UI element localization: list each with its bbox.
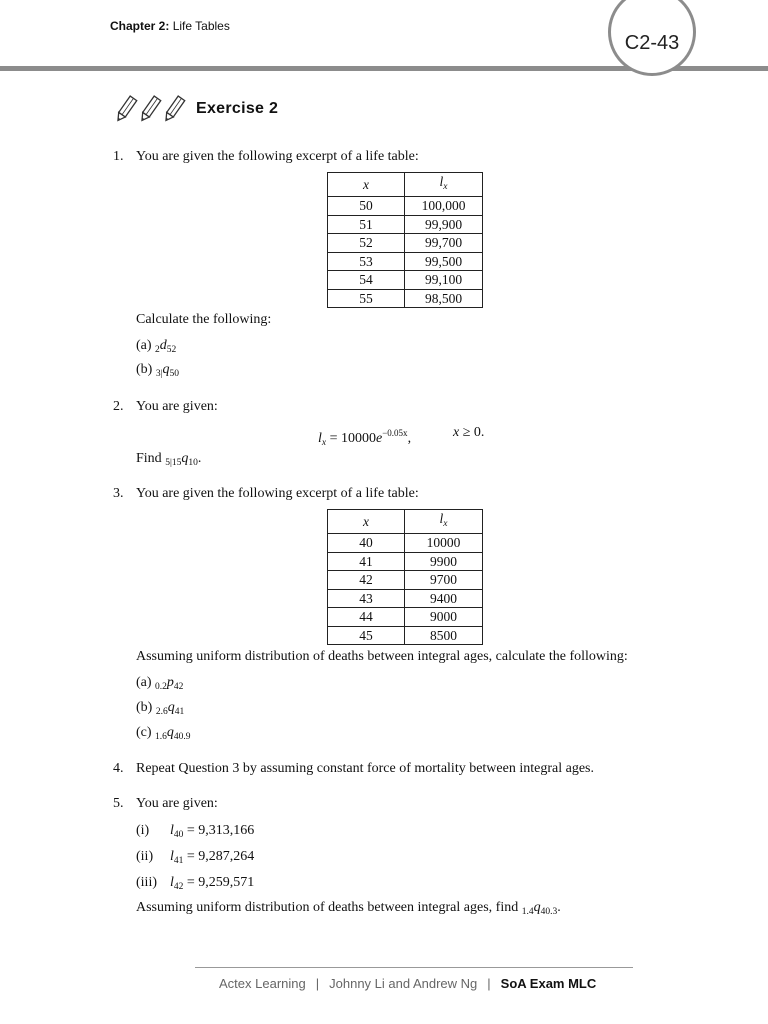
q4-number: 4. (113, 761, 124, 776)
q1-intro: You are given the following excerpt of a life table: (136, 149, 419, 164)
q3-part-c: (c) $_{1.6}q_{40.9}$ (136, 725, 191, 742)
footer-separator: | (487, 976, 491, 991)
col-x-header: x (328, 173, 405, 197)
footer (219, 976, 596, 991)
footer-rule (195, 967, 633, 968)
q3-number: 3. (113, 486, 124, 501)
table-row: 50 100,000 (328, 197, 483, 216)
chapter-title: Life Tables (172, 19, 230, 33)
q3-intro: You are given the following excerpt of a life table: (136, 486, 419, 501)
table-row: 52 99,700 (328, 234, 483, 253)
q5-item-ii: (ii) $l_{41} = 9,287,264$ (136, 849, 255, 866)
chapter-header (110, 19, 230, 33)
q2-condition: x ≥ 0. (453, 425, 485, 440)
q1-calc: Calculate the following: (136, 312, 272, 327)
pencil-icon (114, 94, 138, 124)
exercise-heading (114, 94, 278, 124)
table-row: 53 99,500 (328, 252, 483, 271)
footer-authors: Johnny Li and Andrew Ng (329, 976, 478, 991)
footer-publisher: Actex Learning (219, 976, 306, 991)
page-number: C2-43 (624, 31, 680, 54)
q5-item-iii: (iii) $l_{42} = 9,259,571$ (136, 875, 255, 892)
q3-part-b: (b) $_{2.6}q_{41}$ (136, 700, 185, 717)
q5-number: 5. (113, 796, 124, 811)
table-row: 41 9900 (328, 552, 483, 571)
q2-intro: You are given: (136, 399, 218, 414)
table-row: 40 10000 (328, 534, 483, 553)
exercise-title: Exercise 2 (196, 100, 279, 117)
col-l-header: $l_x$ (405, 173, 483, 197)
q2-find: Find $_{5|15}q_{10}$. (136, 451, 202, 468)
chapter-label: Chapter 2: (110, 19, 170, 33)
difficulty-pencils (114, 94, 186, 124)
q2-number: 2. (113, 399, 124, 414)
table-row: 54 99,100 (328, 271, 483, 290)
q1-part-a: (a) $_2d_{52}$ (136, 338, 177, 355)
table-row: 51 99,900 (328, 215, 483, 234)
table-row: 45 8500 (328, 626, 483, 645)
q1-part-b: (b) $_{3|}q_{50}$ (136, 362, 179, 379)
q5-intro: You are given: (136, 796, 218, 811)
q3-life-table (327, 509, 483, 645)
q3-assume: Assuming uniform distribution of deaths between integral ages, calculate the following: (136, 649, 628, 664)
page-number-badge (608, 0, 696, 76)
q1-life-table (327, 172, 483, 308)
table-row: 44 9000 (328, 608, 483, 627)
table-row: 55 98,500 (328, 289, 483, 308)
footer-exam: SoA Exam MLC (500, 976, 597, 991)
table-row: 43 9400 (328, 589, 483, 608)
q2-formula: $l_x = 10000e^{-0.05x}$, (318, 428, 412, 448)
q4-text: Repeat Question 3 by assuming constant force of mortality between integral ages. (136, 761, 594, 776)
q1-number: 1. (113, 149, 124, 164)
pencil-icon (138, 94, 162, 124)
q5-item-i: (i) $l_{40} = 9,313,166$ (136, 823, 255, 840)
q5-assume: Assuming uniform distribution of deaths between integral ages, find $_{1.4}q_{40.3}$. (136, 900, 561, 917)
table-row: 42 9700 (328, 571, 483, 590)
q3-part-a: (a) $_{0.2}p_{42}$ (136, 675, 184, 692)
col-x-header: x (328, 510, 405, 534)
footer-separator: | (315, 976, 320, 991)
col-l-header: $l_x$ (405, 510, 483, 534)
pencil-icon (162, 94, 186, 124)
